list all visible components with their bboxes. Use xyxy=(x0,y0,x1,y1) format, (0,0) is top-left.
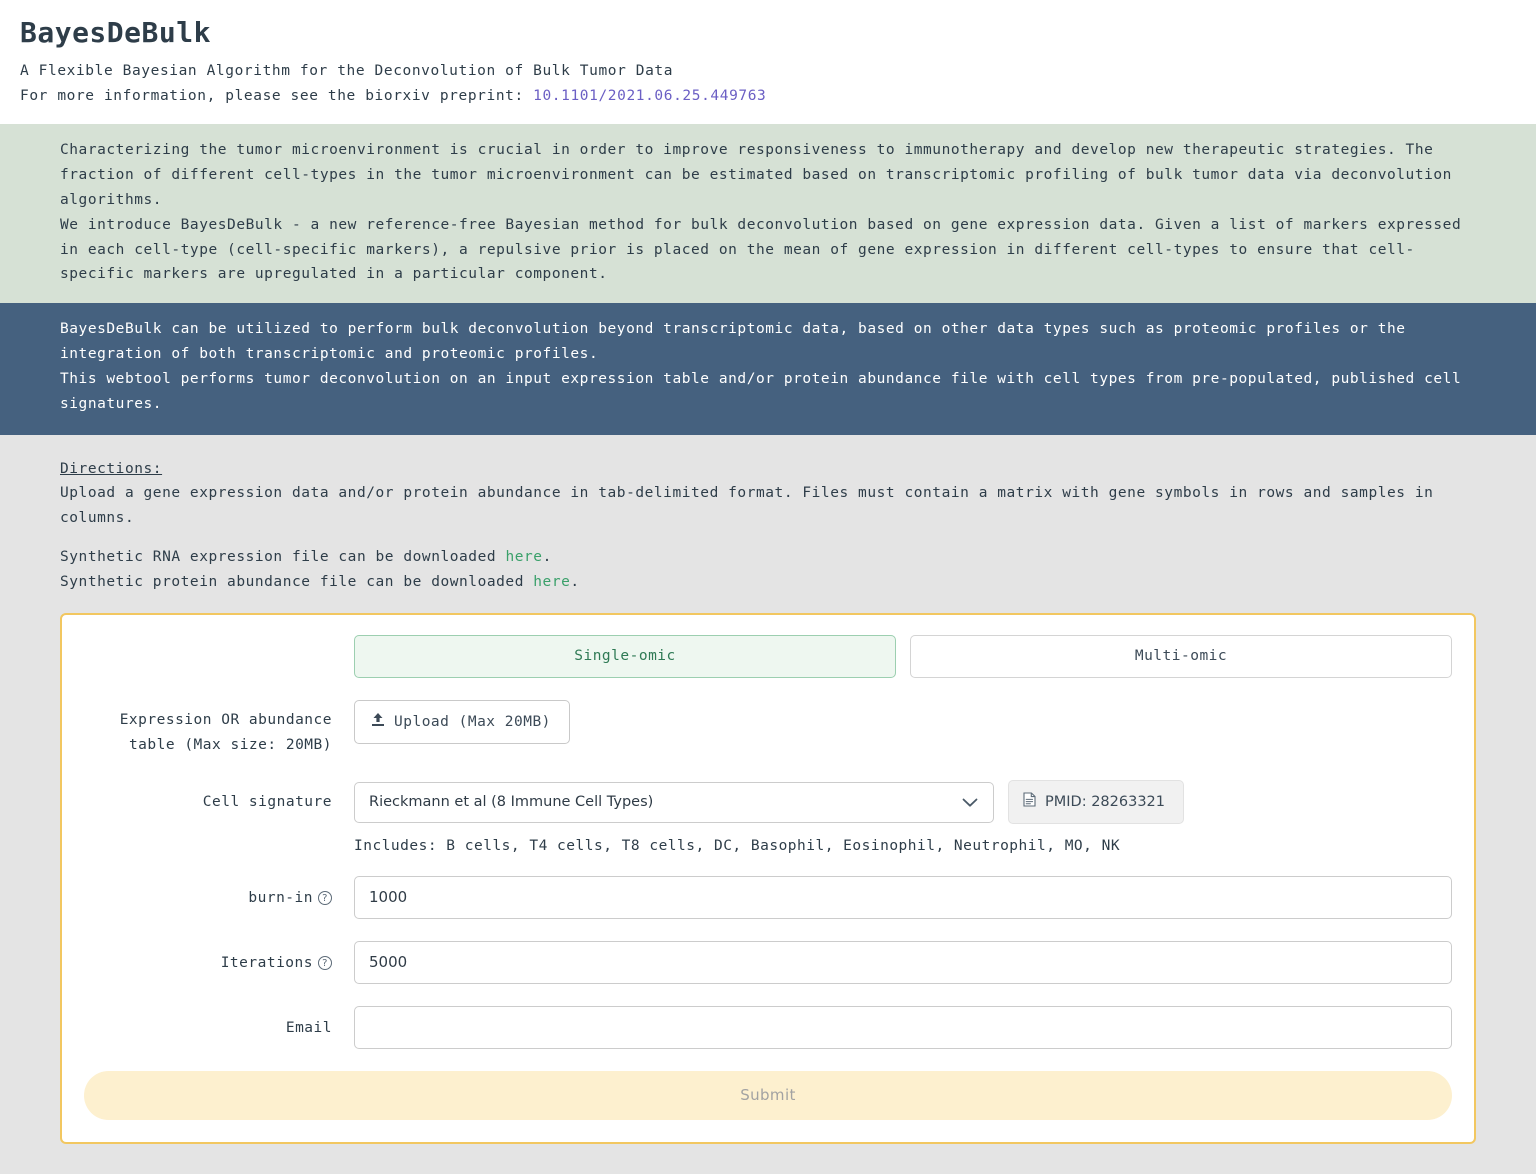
omic-mode-tabs xyxy=(84,635,1452,678)
cell-signature-select-wrap xyxy=(354,782,994,823)
document-icon xyxy=(1023,792,1036,811)
tab-multi-omic[interactable]: Multi-omic xyxy=(910,635,1452,678)
rna-download-link[interactable]: here xyxy=(505,549,543,565)
preprint-line xyxy=(20,84,1516,109)
upload-row xyxy=(84,700,1452,758)
email-row xyxy=(84,1006,1452,1049)
directions-body-text: Upload a gene expression data and/or protein abundance in tab-delimited format. Files must contain a matrix with gene symbols in rows and samples in columns. xyxy=(60,485,1434,527)
cell-signature-controls xyxy=(354,780,1452,824)
protein-download-prefix: Synthetic protein abundance file can be downloaded xyxy=(60,574,534,591)
description-band xyxy=(0,303,1536,435)
burn-in-row xyxy=(84,876,1452,919)
directions-heading: Directions: xyxy=(60,461,163,478)
rna-download-suffix: . xyxy=(542,549,552,565)
upload-button-label: Upload (Max 20MB) xyxy=(394,713,551,730)
deconvolution-form xyxy=(60,613,1476,1144)
protein-download-line xyxy=(60,570,1476,595)
burn-in-label xyxy=(84,876,354,911)
pmid-label: PMID: 28263321 xyxy=(1045,793,1165,810)
rna-download-line xyxy=(60,545,1476,570)
spacer xyxy=(60,531,1476,545)
abstract-paragraph-2: We introduce BayesDeBulk - a new reference-free Bayesian method for bulk deconvolution based on gene expression data. Given a list of markers expressed in each cell-type (cell-specific markers), a repulsive prior is placed on the mean of gene expression in different cell-types to ensure that cell-specific markers are upregulated in a particular component. xyxy=(60,216,1462,283)
description-paragraph-1: BayesDeBulk can be utilized to perform bulk deconvolution beyond transcriptomic data, based on other data types such as proteomic profiles or the integration of both transcriptomic and proteomic profiles. xyxy=(60,321,1406,363)
submit-button[interactable]: Submit xyxy=(84,1071,1452,1120)
rna-download-prefix: Synthetic RNA expression file can be downloaded xyxy=(60,549,506,565)
iterations-label xyxy=(84,941,354,976)
protein-download-suffix: . xyxy=(570,574,580,591)
help-circle-icon[interactable]: ? xyxy=(318,891,332,905)
pmid-badge[interactable] xyxy=(1008,780,1184,824)
iterations-field xyxy=(354,941,1452,984)
burn-in-field xyxy=(354,876,1452,919)
protein-download-link[interactable]: here xyxy=(533,574,571,591)
burn-in-input[interactable] xyxy=(354,876,1452,919)
upload-label: Expression OR abundance table (Max size: 20MB) xyxy=(119,712,332,754)
help-circle-icon[interactable]: ? xyxy=(318,956,332,970)
page-subtitle: A Flexible Bayesian Algorithm for the Deconvolution of Bulk Tumor Data xyxy=(20,63,674,79)
upload-button[interactable] xyxy=(354,700,570,744)
cell-signature-field xyxy=(354,780,1452,824)
iterations-label-text: Iterations xyxy=(220,955,313,972)
cell-signature-row xyxy=(84,780,1452,824)
cell-signature-select[interactable]: Rieckmann et al (8 Immune Cell Types) xyxy=(354,782,994,823)
directions-and-form-section xyxy=(0,435,1536,1174)
email-field-wrap xyxy=(354,1006,1452,1049)
abstract-paragraph-1: Characterizing the tumor microenvironment is crucial in order to improve responsiveness to immunotherapy and develop new therapeutic strategies. The fraction of different cell-types in the tumor microenvironment can be estimated based on transcriptomic profiling of bulk tumor data via deconvolution algorithms. xyxy=(60,141,1452,208)
cell-signature-label: Cell signature xyxy=(202,794,332,811)
upload-icon xyxy=(371,712,385,731)
burn-in-label-text: burn-in xyxy=(248,890,313,907)
iterations-input[interactable] xyxy=(354,941,1452,984)
description-paragraph-2: This webtool performs tumor deconvolution on an input expression table and/or protein abundance file with cell types from pre-populated, published cell signatures. xyxy=(60,371,1462,413)
preprint-prefix-text: For more information, please see the biorxiv preprint: xyxy=(20,88,534,105)
page-header xyxy=(0,0,1536,124)
email-label: Email xyxy=(285,1020,332,1037)
iterations-row xyxy=(84,941,1452,984)
tab-single-omic[interactable]: Single-omic xyxy=(354,635,896,678)
upload-field xyxy=(354,700,1452,744)
preprint-doi-link[interactable]: 10.1101/2021.06.25.449763 xyxy=(533,88,767,105)
page-title: BayesDeBulk xyxy=(20,16,211,49)
cell-signature-includes: Includes: B cells, T4 cells, T8 cells, DC, Basophil, Eosinophil, Neutrophil, MO, NK xyxy=(354,838,1121,855)
abstract-band xyxy=(0,124,1536,304)
email-field[interactable] xyxy=(354,1006,1452,1049)
